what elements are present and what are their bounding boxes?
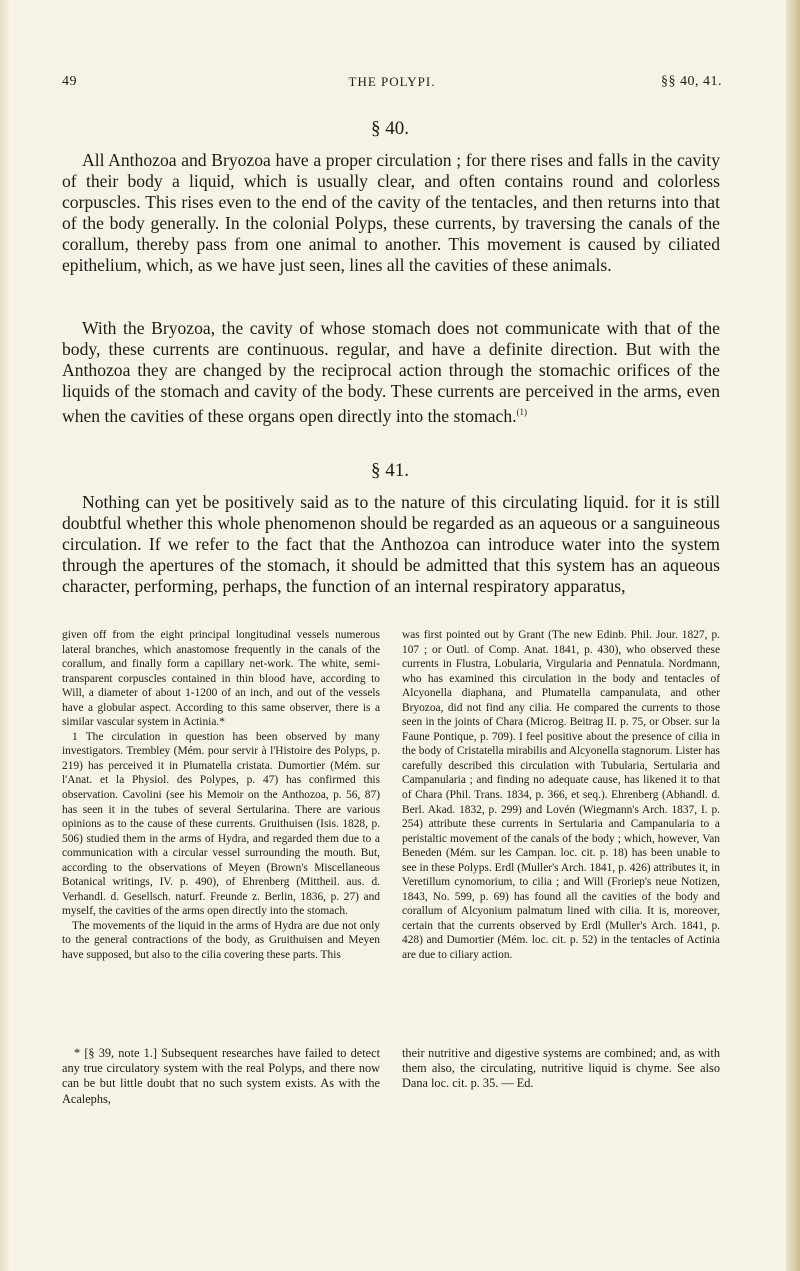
- notes-left-column: [62, 628, 380, 963]
- note-1b-text: The movements of the liquid in the arms of Hydra are due not only to the general contractions of the body, as Gruithuisen and Meyen have supposed, but also to the cilia covering these parts. This: [62, 919, 380, 962]
- section-41-p1-text: Nothing can yet be positively said as to the nature of this circulating liquid. for it is still doubtful whether this whole phenomenon should be regarded as an aqueous or a sanguineous circulation. If we refer to the fact that the Anthozoa can introduce water into the system through the apertures of the stomach, it should be admitted that this system has an aqueous character, performing, perhaps, the function of an internal respiratory apparatus,: [62, 492, 720, 596]
- note-right-text: was first pointed out by Grant (The new Edinb. Phil. Jour. 1827, p. 107 ; or Outl. of Comp. Anat. 1841, p. 430), who observed these currents in Flustra, Lobularia, Virgularia and Pennatula. Nordmann, who has examined this circulation in the body and tentacles of Alcyonella diaphana, and Plumatella campanulata, and other Bryozoa, did not find any cilia. He compared the currents to those seen in the joints of Chara (Microg. Beitrag II. p. 75, or Obser. sur la Faune Pontique, p. 709). I feel positive about the presence of cilia in the body of Cristatella mirabilis and Alcyonella stagnorum. Lister has carefully described this circulation with Tubularia, Sertularia and Campanularia ; and finding no adequate cause, has likened it to that of Chara (Phil. Trans. 1834, p. 366, et seq.). Ehrenberg (Abhandl. d. Berl. Akad. 1832, p. 299) and Lovén (Wiegmann's Arch. 1837, I. p. 254) attribute these currents in Sertularia and Campanularia to a peristaltic movement of the canals of the body ; which, however, Van Beneden (Mém. sur les Campan. loc. cit. p. 18) has been unable to see in these Polyps. Erdl (Muller's Arch. 1841, p. 426) attributes it, in Veretillum cynomorium, to cilia ; and Will (Froriep's neue Notizen, 1843, No. 599, p. 69) has found all the cavities of the body and corallum of Alcyonium palmatum lined with cilia. It is, moreover, certain that the currents observed by Erdl (Muller's Arch. 1841, p. 428) and Dumortier (Mém. loc. cit. p. 52) in the tentacles of Actinia are due to ciliary action.: [402, 629, 720, 962]
- running-sections: §§ 40, 41.: [661, 74, 722, 89]
- page-left-edge: [0, 0, 10, 1271]
- note-1-continued: [62, 919, 380, 963]
- section-40-p2-text: With the Bryozoa, the cavity of whose stomach does not communicate with that of the body, these currents are continuous. regular, and have a definite direction. But with the Anthozoa they are changed by the reciprocal action through the stomachic orifices of the liquids of the stomach and cavity of the body. These currents are perceived in the arms, even when the cavities of these organs open directly into the stomach.: [62, 318, 720, 426]
- note-1-text: 1 The circulation in question has been observed by many investigators. Trembley (Mém. pour servir à l'Histoire des Polyps, p. 219) has perceived it in Plumatella cristata. Dumortier (Mém. sur l'Anat. et la Physiol. des Polypes, p. 47) has confirmed this observation. Cavolini (see his Memoir on the Anthozoa, p. 56, 87) has seen it in the tubes of several Sertularina. There are various opinions as to the cause of these currents. Gruithuisen (Isis. 1828, p. 506) studied them in the arms of Hydra, and regarded them due to a communication with a circular vessel surrounding the mouth. But, according to the observations of Meyen (Brown's Miscellaneous Botanical writings, IV. p. 490), of Ehrenberg (Mittheil. aus. d. Verhandl. d. Gesellsch. naturf. Freunde z. Berlin, 1836, p. 27) and myself, the cavities of the arms open directly into the stomach.: [62, 730, 380, 918]
- page-number: 49: [62, 74, 77, 89]
- running-title: THE POLYPI.: [348, 74, 436, 89]
- note-continuation: given off from the eight principal longitudinal vessels numerous lateral branches, which anastomose frequently in the canals of the corallum, and finally form a capillary net-work. The white, semi-transparent corpuscles contained in thin blood have, according to Will, a diameter of about 1-1200 of an inch, and out of the vessels have a globular aspect. According to this same observer, there is a similar vascular system in Actinia.*: [62, 629, 380, 729]
- section-41-paragraph-1: [62, 492, 720, 597]
- section-40-paragraph-1: [62, 150, 720, 276]
- running-head: [62, 74, 722, 96]
- section-41-heading: § 41.: [371, 460, 409, 481]
- editor-note-right: their nutritive and digestive systems are combined; and, as with them also, the circulating, nutritive liquid is chyme. See also Dana loc. cit. p. 35. — Ed.: [402, 1046, 720, 1091]
- editor-note-left-text: * [§ 39, note 1.] Subsequent researches have failed to detect any true circulatory system with the real Polyps, and there now can be but little doubt that no such system exists. As with the Acalephs,: [62, 1046, 380, 1106]
- page-right-edge: [786, 0, 800, 1271]
- footnote-ref: (1): [516, 407, 528, 417]
- editor-note-left: [62, 1046, 380, 1107]
- note-1: [62, 730, 380, 919]
- section-40-p1-text: All Anthozoa and Bryozoa have a proper circulation ; for there rises and falls in the cavity of their body a liquid, which is usually clear, and often contains round and colorless corpuscles. This rises even to the end of the cavity of the tentacles, and then returns into that of the body generally. In the colonial Polyps, these currents, by traversing the canals of the corallum, thereby pass from one animal to another. This movement is caused by ciliated epithelium, which, as we have just seen, lines all the cavities of these animals.: [62, 150, 720, 275]
- notes-right-column: [402, 628, 720, 963]
- section-40-heading: § 40.: [371, 118, 409, 139]
- section-40-paragraph-2: [62, 318, 720, 427]
